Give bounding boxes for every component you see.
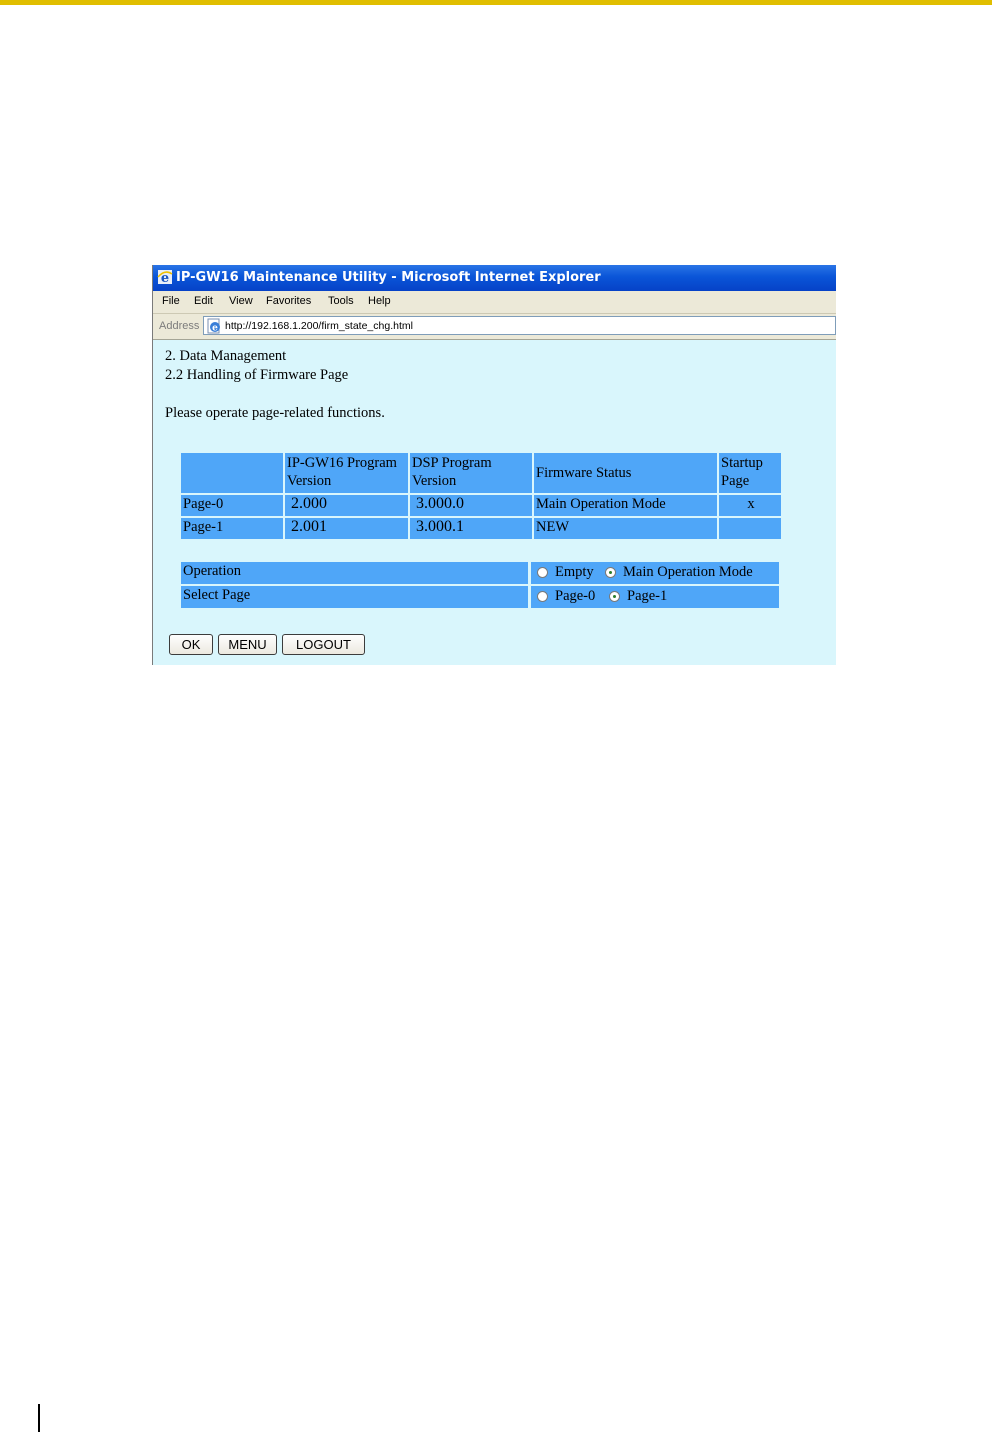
table-header-blank <box>181 453 283 493</box>
menu-file[interactable]: File <box>162 295 180 307</box>
table-row-page0-status: Main Operation Mode <box>534 495 717 516</box>
page-top-rule <box>0 0 992 5</box>
address-bar <box>153 314 836 340</box>
browser-window <box>152 265 836 665</box>
select-page-options <box>531 586 779 608</box>
table-row-page1-program: 2.001 <box>285 518 408 539</box>
menu-tools[interactable]: Tools <box>328 295 354 307</box>
table-row-page1-dsp: 3.000.1 <box>410 518 532 539</box>
menu-view[interactable]: View <box>229 295 253 307</box>
select-page-label: Select Page <box>181 586 528 608</box>
operation-option-empty-label: Empty <box>555 564 594 580</box>
title-bar <box>153 265 836 291</box>
table-row-page0-program: 2.000 <box>285 495 408 516</box>
menu-button[interactable]: MENU <box>218 634 277 655</box>
table-header-dsp-version: DSP Program Version <box>410 453 532 493</box>
ie-logo-icon <box>157 269 173 285</box>
page-content <box>153 340 836 665</box>
menu-favorites[interactable]: Favorites <box>266 295 312 307</box>
table-header-firmware-status: Firmware Status <box>534 453 717 493</box>
web-page-icon <box>206 318 222 334</box>
operation-radio-main-mode[interactable] <box>605 567 616 578</box>
select-page-radio-page0[interactable] <box>537 591 548 602</box>
svg-text:e: e <box>212 323 218 334</box>
operation-options <box>531 562 779 584</box>
page-title: 2.2 Handling of Firmware Page <box>165 367 349 383</box>
svg-text:e: e <box>160 271 170 285</box>
table-row-page0-dsp: 3.000.0 <box>410 495 532 516</box>
address-input[interactable] <box>203 316 836 335</box>
table-row-page0-name: Page-0 <box>181 495 283 516</box>
ok-button[interactable]: OK <box>169 634 213 655</box>
table-header-program-version: IP-GW16 Program Version <box>285 453 408 493</box>
table-row-page0-startup: x <box>719 495 781 516</box>
table-row-page1-status: NEW <box>534 518 717 539</box>
address-label: Address <box>159 320 200 332</box>
instruction-text: Please operate page-related functions. <box>165 405 385 421</box>
operation-radio-empty[interactable] <box>537 567 548 578</box>
page-margin-rule <box>38 1404 40 1432</box>
menu-help[interactable]: Help <box>368 295 391 307</box>
window-title: IP-GW16 Maintenance Utility - Microsoft Internet Explorer <box>176 270 601 285</box>
table-row-page1-startup <box>719 518 781 539</box>
address-url: http://192.168.1.200/firm_state_chg.html <box>225 320 413 332</box>
operation-option-main-mode-label: Main Operation Mode <box>623 564 753 580</box>
logout-button[interactable]: LOGOUT <box>282 634 365 655</box>
operation-label: Operation <box>181 562 528 584</box>
section-heading: 2. Data Management <box>165 348 287 364</box>
select-page-option-page1-label: Page-1 <box>627 588 668 604</box>
table-row-page1-name: Page-1 <box>181 518 283 539</box>
select-page-radio-page1[interactable] <box>609 591 620 602</box>
table-header-startup-page: Startup Page <box>719 453 781 493</box>
menu-bar <box>153 291 836 314</box>
menu-edit[interactable]: Edit <box>194 295 213 307</box>
select-page-option-page0-label: Page-0 <box>555 588 596 604</box>
